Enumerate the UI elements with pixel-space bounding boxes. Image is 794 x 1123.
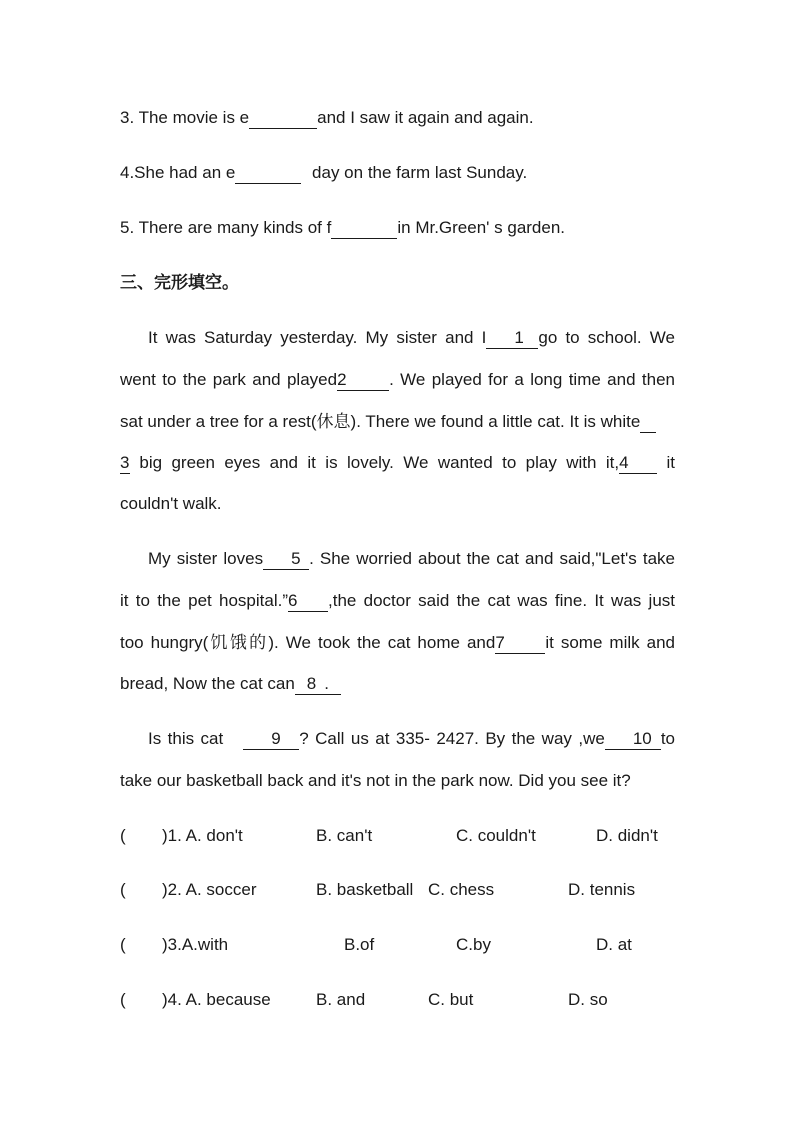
passage-text: Is this cat xyxy=(148,729,224,748)
passage-line xyxy=(120,326,675,350)
fill-blank-item-3 xyxy=(120,106,675,130)
cloze-blank-2[interactable]: 2 xyxy=(337,370,389,391)
option-b[interactable]: B. and xyxy=(316,990,366,1009)
passage-line xyxy=(120,589,675,613)
answer-blank[interactable] xyxy=(331,218,397,239)
passage-line xyxy=(120,672,675,696)
passage-line xyxy=(120,631,675,655)
blank-number: 8 xyxy=(306,674,317,693)
option-c[interactable]: C. chess xyxy=(428,880,495,899)
item-text-after: in Mr.Green' s garden. xyxy=(397,218,566,237)
passage-line xyxy=(120,410,675,434)
fill-blank-item-4 xyxy=(120,161,675,185)
passage-text: . xyxy=(324,674,329,693)
option-d[interactable]: D. so xyxy=(568,990,608,1009)
cloze-blank-5[interactable]: 5 xyxy=(263,549,309,570)
option-b[interactable]: B. basketball xyxy=(316,880,414,899)
passage-text: . We played for a long time and then xyxy=(389,370,675,389)
item-text-before: 5. There are many kinds of f xyxy=(120,218,332,237)
answer-blank[interactable] xyxy=(249,108,317,129)
passage-line: couldn't walk. xyxy=(120,494,222,513)
passage-text: sat under a tree for a rest(休息). There we found a little cat. It is white xyxy=(120,412,641,431)
cloze-blank-3-start[interactable] xyxy=(640,412,656,433)
answer-paren[interactable]: ( xyxy=(120,990,126,1009)
answer-paren[interactable]: ( xyxy=(120,935,126,954)
option-a[interactable]: )1. A. don't xyxy=(162,826,243,845)
passage-text: It was Saturday yesterday. My sister and I xyxy=(148,328,487,347)
item-text-before: 4.She had an e xyxy=(120,163,236,182)
cloze-blank-6[interactable]: 6 xyxy=(288,591,328,612)
item-text-after: day on the farm last Sunday. xyxy=(307,163,528,182)
passage-line xyxy=(120,451,675,475)
passage-text: My sister loves xyxy=(148,549,264,568)
option-c[interactable]: C. but xyxy=(428,990,474,1009)
cloze-blank-8[interactable] xyxy=(295,674,341,695)
answer-paren[interactable]: ( xyxy=(120,826,126,845)
section-title: 三、完形填空。 xyxy=(120,273,239,293)
option-c[interactable]: C.by xyxy=(456,935,491,954)
passage-text: bread, Now the cat can xyxy=(120,674,295,693)
option-a[interactable]: )2. A. soccer xyxy=(162,880,257,899)
option-b[interactable]: B. can't xyxy=(316,826,373,845)
passage-text: it xyxy=(657,453,675,472)
option-a[interactable]: )4. A. because xyxy=(162,990,271,1009)
item-text-after: and I saw it again and again. xyxy=(317,108,534,127)
passage-text: to xyxy=(660,729,675,748)
passage-line xyxy=(120,547,675,571)
option-a[interactable]: )3.A.with xyxy=(162,935,229,954)
passage-text: went to the park and played xyxy=(120,370,338,389)
cloze-blank-4[interactable]: 4 xyxy=(619,453,657,474)
option-d[interactable]: D. tennis xyxy=(568,880,636,899)
cloze-blank-3[interactable]: 3 xyxy=(120,453,130,472)
option-b[interactable]: B.of xyxy=(344,935,375,954)
passage-line xyxy=(120,727,675,751)
answer-paren[interactable]: ( xyxy=(120,880,126,899)
cloze-blank-1[interactable]: 1 xyxy=(486,328,538,349)
passage-text: it some milk and xyxy=(545,633,675,652)
cloze-blank-7[interactable]: 7 xyxy=(495,633,545,654)
passage-text: go to school. We xyxy=(538,328,675,347)
passage-text: ? Call us at 335- 2427. By the way ,we xyxy=(299,729,605,748)
cloze-blank-9[interactable]: 9 xyxy=(243,729,299,750)
passage-text: it to the pet hospital.” xyxy=(120,591,288,610)
passage-text: ,the doctor said the cat was fine. It was just xyxy=(328,591,675,610)
passage-line xyxy=(120,368,675,392)
passage-text: . She worried about the cat and said,"Let's take xyxy=(309,549,675,568)
passage-text: too hungry(饥饿的). We took the cat home and xyxy=(120,633,496,652)
passage-line: take our basketball back and it's not in the park now. Did you see it? xyxy=(120,771,631,790)
cloze-blank-10[interactable]: 10 xyxy=(605,729,661,750)
option-c[interactable]: C. couldn't xyxy=(456,826,536,845)
option-d[interactable]: D. didn't xyxy=(596,826,658,845)
fill-blank-item-5 xyxy=(120,216,675,240)
answer-blank[interactable] xyxy=(235,163,301,184)
option-d[interactable]: D. at xyxy=(596,935,632,954)
item-text-before: 3. The movie is e xyxy=(120,108,250,127)
passage-text: big green eyes and it is lovely. We wanted to play with it, xyxy=(130,453,620,472)
